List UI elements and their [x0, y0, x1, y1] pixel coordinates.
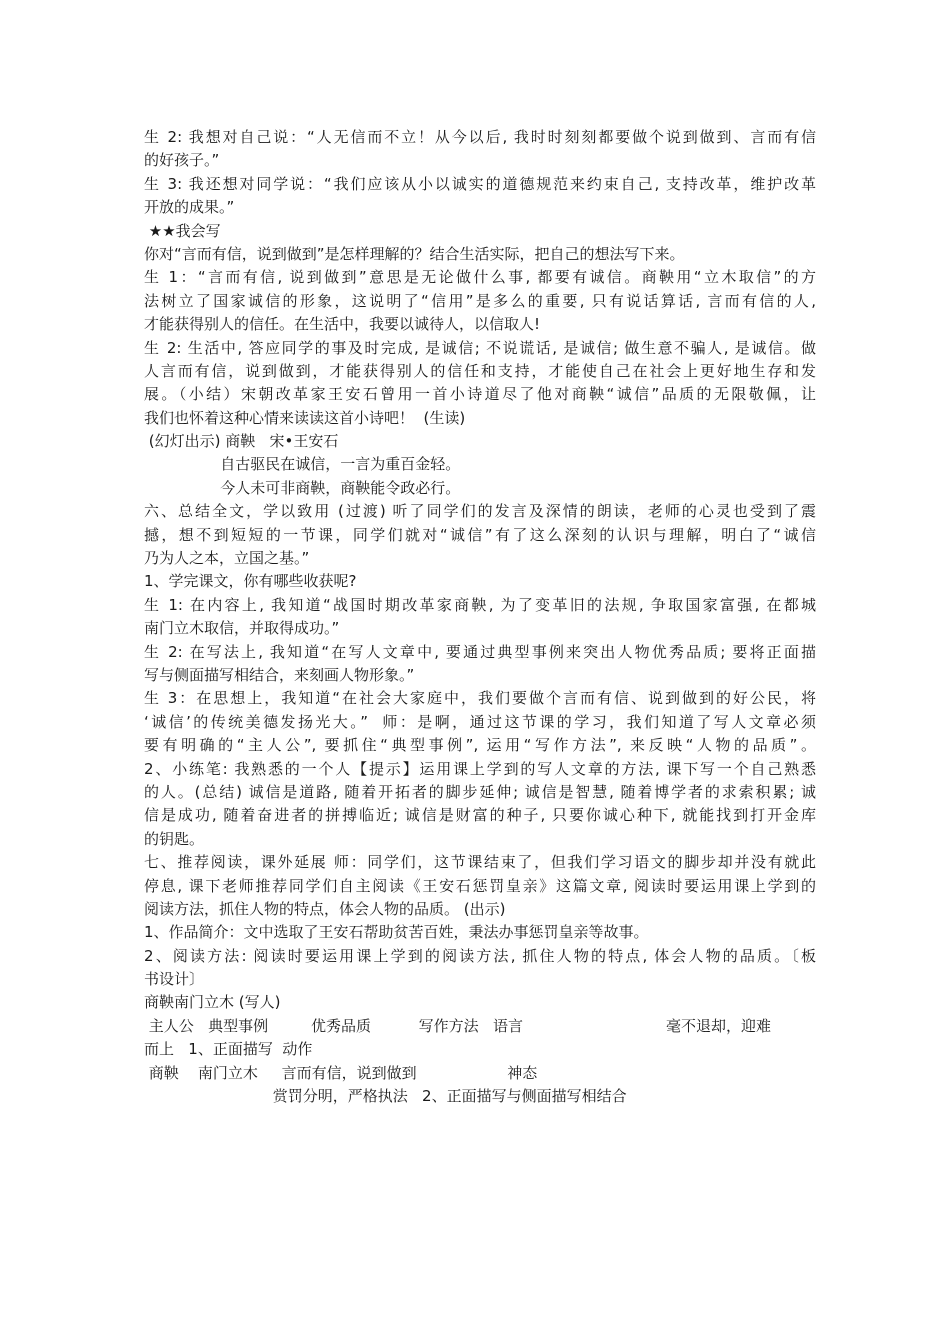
text-line: 人言而有信，说到做到，才能获得别人的信任和支持，才能使自己在社会上更好地生存和发: [144, 361, 816, 380]
text-line: 你对“言而有信，说到做到”是怎样理解的？结合生活实际，把自己的想法写下来。: [144, 244, 685, 263]
text-line: 商鞅南门立木 (写人): [144, 993, 281, 1012]
text-line: 的好孩子。”: [144, 151, 220, 170]
text-line: 阅读方法，抓住人物的特点，体会人物的品质。 (出示): [144, 899, 506, 918]
text-line: 开放的成果。”: [144, 198, 235, 217]
text-line: 才能获得别人的信任。在生活中，我要以诚待人，以信取人!: [144, 315, 541, 334]
text-line: 我们也怀着这种心情来读读这首小诗吧！ (生读): [144, 408, 466, 427]
text-line: ★★我会写: [144, 221, 221, 240]
text-line: 生 2: 在写法上, 我知道“在写人文章中, 要通过典型事例来突出人物优秀品质; 要将正面描: [144, 642, 816, 661]
text-line: 六、总结全文，学以致用 (过渡) 听了同学们的发言及深情的朗读，老师的心灵也受到了震: [144, 502, 816, 521]
text-line: 生 3: 我还想对同学说：“我们应该从小以诚实的道德规范来约束自己, 支持改革，维护改革: [144, 174, 816, 193]
text-line: 2、小练笔: 我熟悉的一个人【提示】运用课上学到的写人文章的方法, 课下写一个自己熟悉: [144, 759, 816, 778]
text-line: 今人未可非商鞅，商鞅能令政必行。: [144, 478, 461, 497]
text-line: 生 1：“言而有信, 说到做到”意思是无论做什么事, 都要有诚信。商鞅用“立木取信”的方: [144, 268, 816, 287]
text-line: 要有明确的“主人公”, 要抓住“典型事例”, 运用“写作方法”, 来反映“人物的品质”。: [144, 736, 816, 755]
text-line: ‘诚信’的传统美德发扬光大。” 师：是啊，通过这节课的学习，我们知道了写人文章必须: [144, 712, 816, 731]
text-line: 主人公 典型事例 优秀品质 写作方法 语言 毫不退却，迎难: [144, 1016, 772, 1035]
text-line: 的钥匙。: [144, 829, 205, 848]
text-line: (幻灯出示) 商鞅 宋•王安石: [144, 432, 339, 451]
text-line: 信是成功, 随着奋进者的拼搏临近; 诚信是财富的种子, 只要你诚心种下, 就能找到打开金库: [144, 806, 816, 825]
text-line: 赏罚分明，严格执法 2、正面描写与侧面描写相结合: [144, 1087, 627, 1106]
text-line: 写与侧面描写相结合，来刻画人物形象。”: [144, 665, 415, 684]
text-line: 法树立了国家诚信的形象，这说明了“信用”是多么的重要, 只有说话算话, 言而有信的人,: [144, 291, 816, 310]
text-line: 生 1: 在内容上, 我知道“战国时期改革家商鞅, 为了变革旧的法规, 争取国家富强, 在都城: [144, 595, 816, 614]
text-line: 七、推荐阅读，课外延展 师：同学们，这节课结束了，但我们学习语文的脚步却并没有就此: [144, 853, 816, 872]
text-line: 而上 1、正面描写 动作: [144, 1040, 313, 1059]
text-line: 停息, 课下老师推荐同学们自主阅读《王安石惩罚皇亲》这篇文章, 阅读时要运用课上学到的: [144, 876, 816, 895]
text-line: 书设计〕: [144, 970, 205, 989]
text-line: 1、作品简介：文中选取了王安石帮助贫苦百姓，秉法办事惩罚皇亲等故事。: [144, 923, 649, 942]
text-line: 的人。(总结) 诚信是道路, 随着开拓者的脚步延伸; 诚信是智慧, 随着博学者的求索积累; 诚: [144, 782, 816, 801]
text-line: 生 2: 生活中, 答应同学的事及时完成, 是诚信; 不说谎话, 是诚信; 做生意不骗人, 是诚信。做: [144, 338, 816, 357]
text-line: 自古驱民在诚信，一言为重百金轻。: [144, 455, 461, 474]
text-line: 展。（小结）宋朝改革家王安石曾用一首小诗道尽了他对商鞅“诚信”品质的无限敬佩，让: [144, 385, 816, 404]
text-line: 生 2: 我想对自己说：“人无信而不立！从今以后, 我时时刻刻都要做个说到做到、言而有信: [144, 128, 816, 146]
text-line: 撼，想不到短短的一节课，同学们就对“诚信”有了这么深刻的认识与理解，明白了“诚信: [144, 525, 816, 544]
text-line: 生 3：在思想上，我知道“在社会大家庭中，我们要做个言而有信、说到做到的好公民，将: [144, 689, 816, 708]
text-line: 2、阅读方法: 阅读时要运用课上学到的阅读方法, 抓住人物的特点, 体会人物的品质。〔板: [144, 946, 816, 965]
text-line: 1、学完课文，你有哪些收获呢?: [144, 572, 357, 591]
text-line: 南门立木取信，并取得成功。”: [144, 619, 340, 638]
text-line: 乃为人之本，立国之基。”: [144, 549, 310, 568]
text-line: 商鞅 南门立木 言而有信，说到做到 神态: [144, 1063, 538, 1082]
document-body: [144, 126, 816, 1108]
